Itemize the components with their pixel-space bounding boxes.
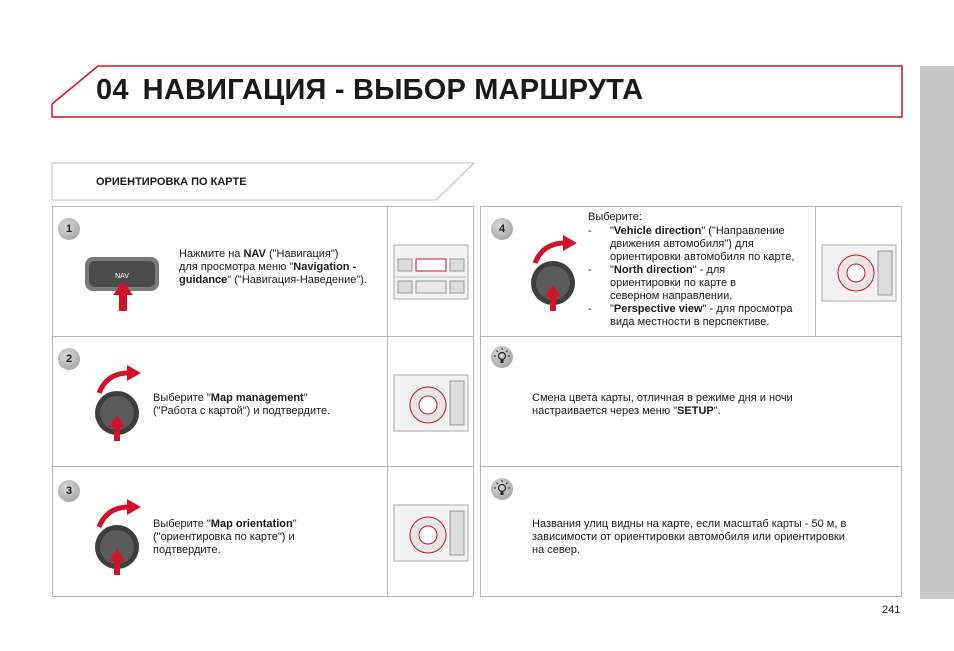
console-thumbnail [387,467,476,597]
console-image [388,337,476,467]
chapter-number: 04 [96,74,129,106]
tip-panel-2 [480,466,902,597]
console-image [388,207,476,337]
step-text: Нажмите на NAV ("Навигация") для просмотра меню "Navigation - guidance" ("Навигация-Наведение"). [179,248,367,286]
chapter-title: НАВИГАЦИЯ - ВЫБОР МАРШРУТА [142,74,644,106]
step-panel-4 [480,206,902,337]
nav-button-illustration [81,247,171,317]
side-tab [920,66,954,599]
step-number-badge: 2 [58,348,80,370]
console-thumbnail [815,207,904,337]
tip-badge [491,478,513,500]
step-number-badge: 3 [58,480,80,502]
option-list [588,225,818,329]
rotary-knob-illustration [89,497,149,577]
tip-text: Смена цвета карты, отличная в режиме дня и ночи настраивается через меню "SETUP". [532,392,793,417]
rotary-knob-illustration [89,363,149,443]
step-intro: Выберите: [588,211,642,223]
step-number-badge: 1 [58,218,80,240]
option-text: "Perspective view" - для просмотра вида местности в перспективе. [610,303,793,328]
step-panel-3 [52,466,474,597]
list-dash: - [588,264,592,276]
tip-panel-1 [480,336,902,467]
rotary-knob-illustration [525,233,585,313]
console-thumbnail [387,207,476,337]
step-text: Выберите "Map orientation" ("ориентировка по карте") и подтвердите. [153,518,297,556]
tip-badge [491,346,513,368]
console-image [388,467,476,597]
option-north-direction [588,264,818,303]
option-text: "Vehicle direction" ("Направление движения автомобиля") для ориентировки автомобиля по карте, [610,225,795,263]
header-frame [0,0,954,130]
light-bulb-icon [491,478,513,500]
list-dash: - [588,303,592,315]
nav-button-label: NAV [115,273,129,280]
page-number: 241 [882,604,901,616]
step-number-badge: 4 [491,218,513,240]
step-panel-2 [52,336,474,467]
option-vehicle-direction [588,225,818,264]
option-text: "North direction" - для ориентировки по карте в северном направлении, [610,264,736,302]
console-image [816,207,904,337]
list-dash: - [588,225,592,237]
console-thumbnail [387,337,476,467]
step-text: Выберите "Map management" ("Работа с картой") и подтвердите. [153,392,331,417]
option-perspective-view [588,303,818,329]
section-label: ОРИЕНТИРОВКА ПО КАРТЕ [96,176,247,188]
light-bulb-icon [491,346,513,368]
tip-text: Названия улиц видны на карте, если масштаб карты - 50 м, в зависимости от ориентировки автомобиля или ориентировки на север. [532,518,847,556]
step-panel-1 [52,206,474,337]
page-title [96,74,643,107]
